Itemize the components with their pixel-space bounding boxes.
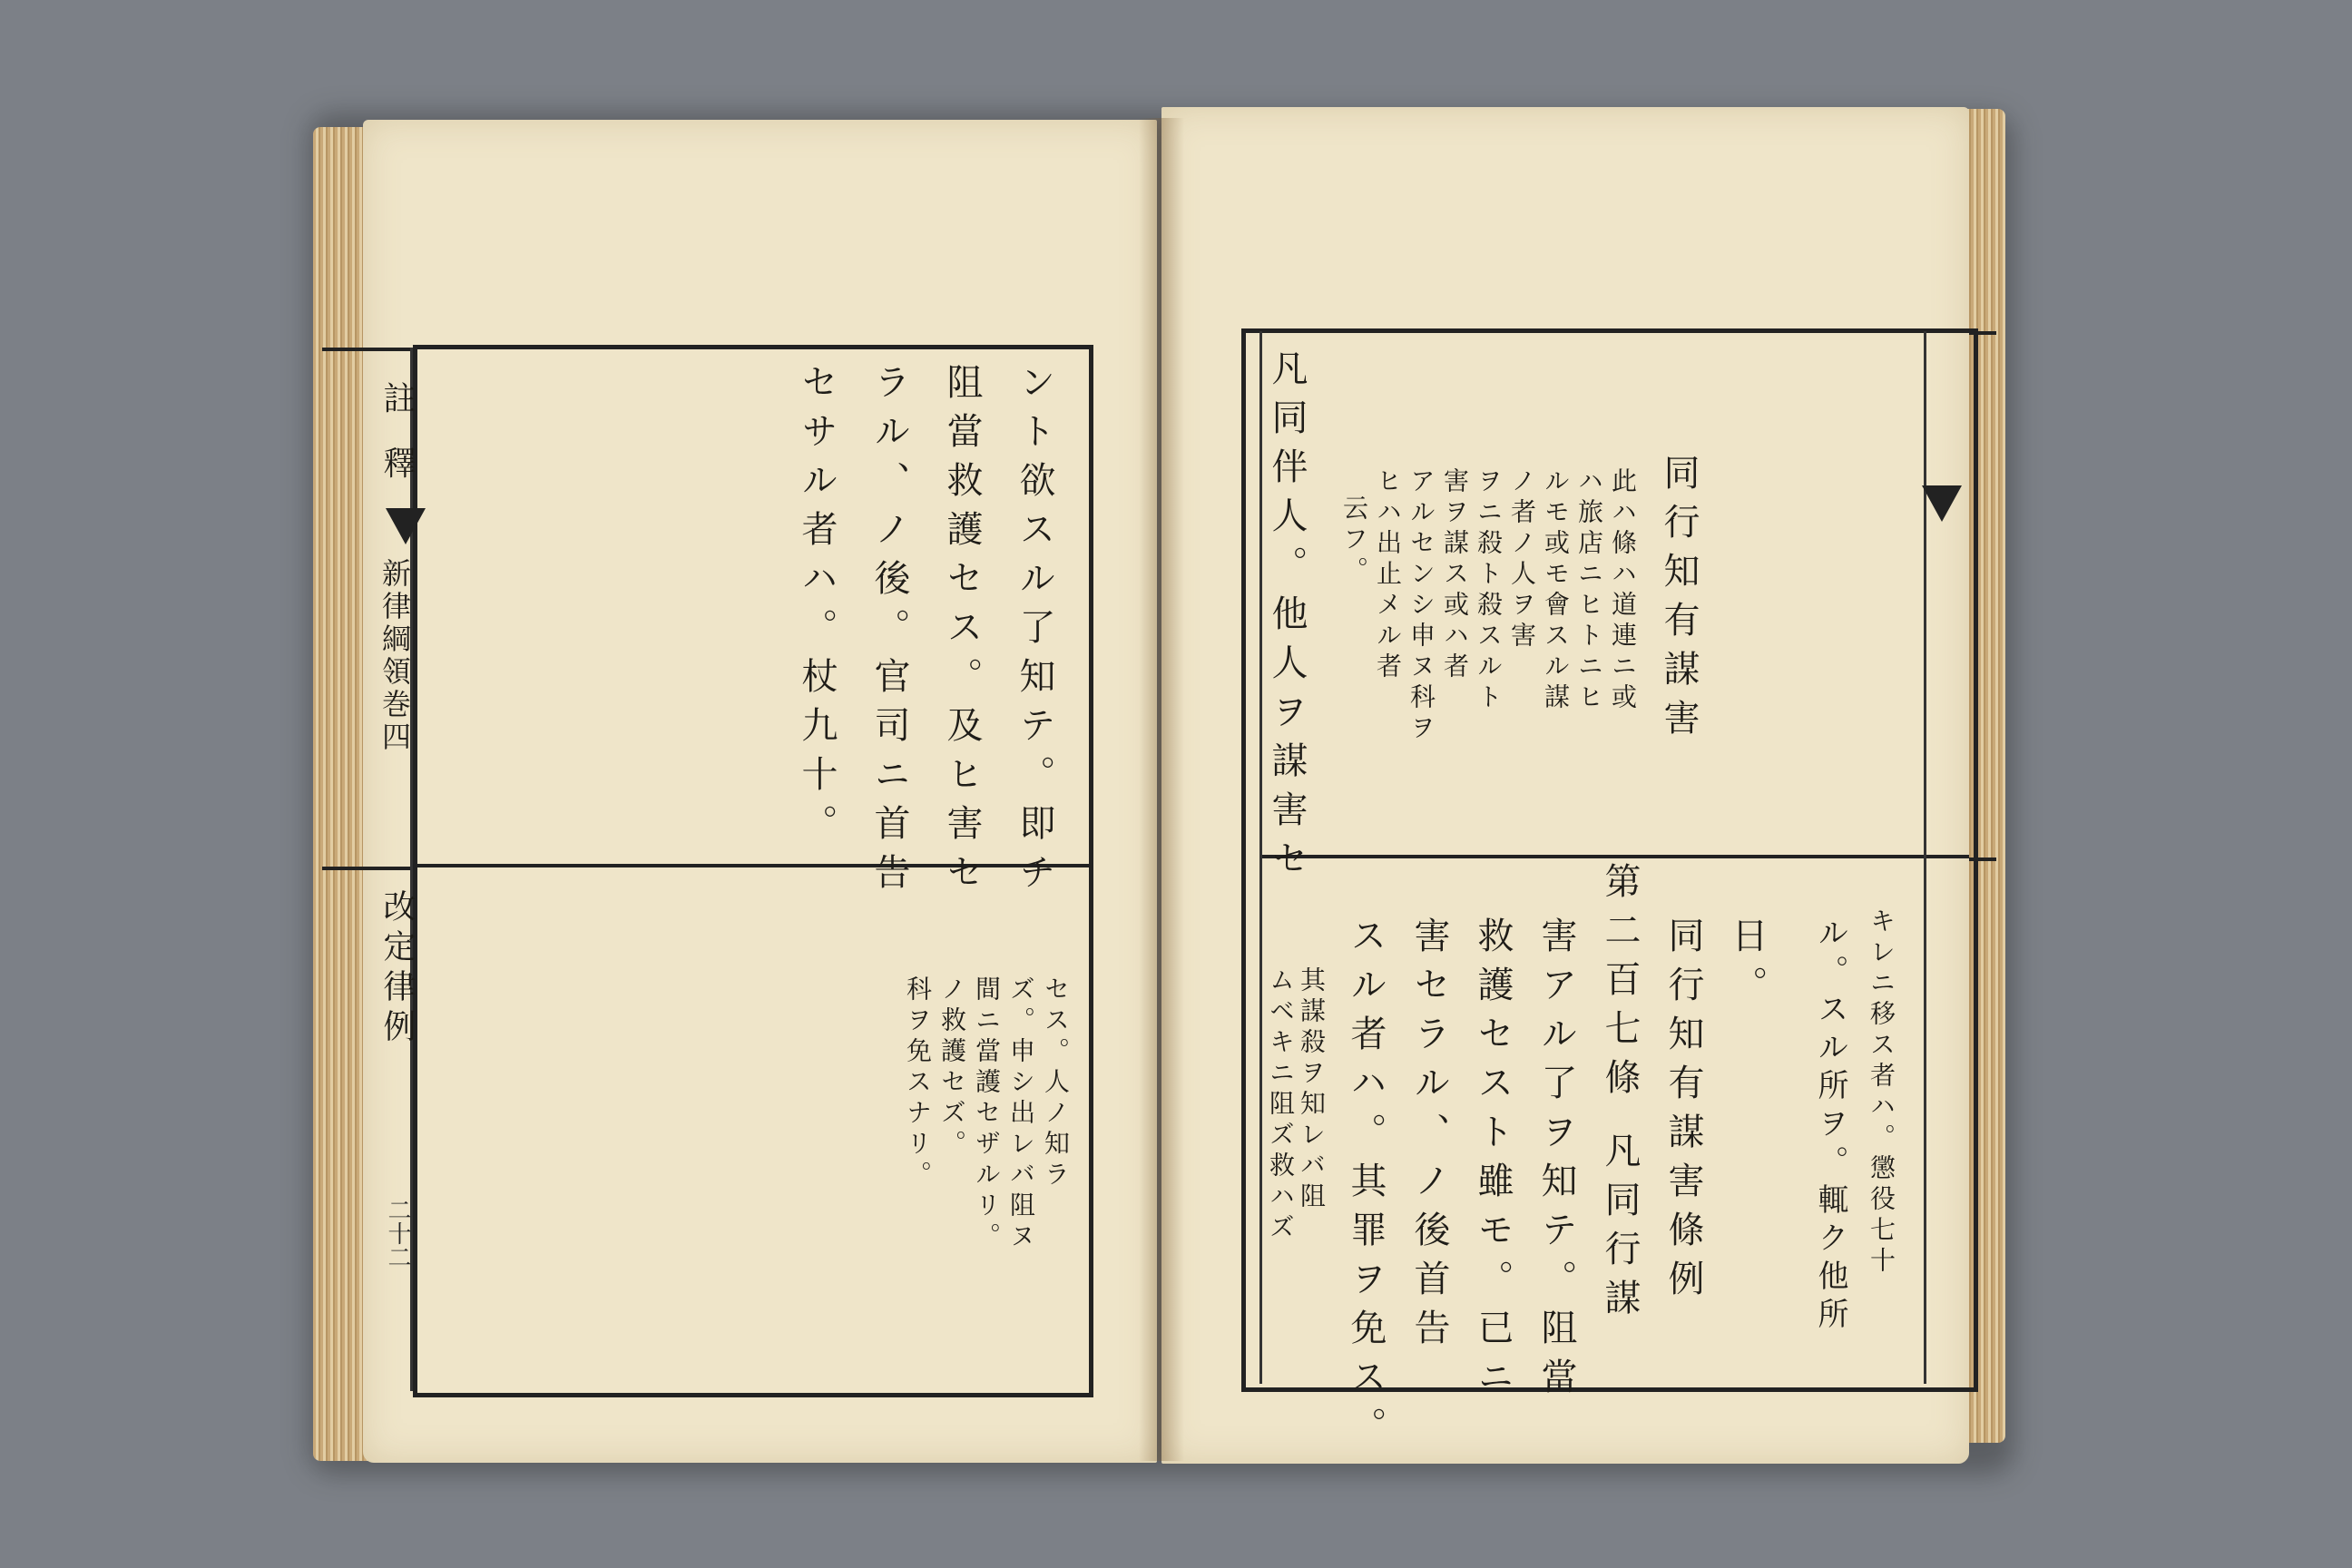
right-lower-col-3: 日。 bbox=[1726, 916, 1768, 1014]
left-frame-extension bbox=[322, 348, 413, 351]
left-divider-extension bbox=[322, 867, 413, 870]
article-207-col-5: スル者ハ。其罪ヲ免ス。 bbox=[1345, 916, 1387, 1455]
right-lower-col-1: キレニ移ス者ハ。懲役七十 bbox=[1867, 907, 1896, 1278]
article-207-col-3: 救護セスト雖モ。已ニ bbox=[1472, 916, 1514, 1406]
right-inner-rule bbox=[1259, 331, 1262, 1384]
right-upper-note-6: 害ヲ謀ス或ハ者 bbox=[1440, 467, 1470, 683]
left-lower-col-1: セス。人ノ知ラ bbox=[1041, 975, 1071, 1191]
left-lower-col-4: ノ救護セズ。 bbox=[937, 975, 967, 1161]
right-upper-note-5: ヲニ殺ト殺スルト bbox=[1474, 467, 1504, 714]
fish-tail-mark-right bbox=[1922, 485, 1962, 522]
left-upper-col-1: ント欲スル了知テ。即チ bbox=[1014, 363, 1055, 902]
article-207-note-1: 其謀殺ヲ知レバ阻 bbox=[1297, 966, 1327, 1213]
right-upper-col-main: 凡同伴人。他人ヲ謀害セ bbox=[1266, 349, 1308, 888]
left-upper-col-4: セサル者ハ。杖九十。 bbox=[796, 363, 838, 853]
article-207-col-2: 害アル了ヲ知テ。阻當 bbox=[1535, 916, 1577, 1406]
left-lower-col-2: ズ。申シ出レバ阻ヌ bbox=[1006, 975, 1036, 1253]
article-207-col-1: 第二百七條 凡同行謀 bbox=[1599, 862, 1641, 1328]
left-section-divider bbox=[413, 864, 1089, 867]
right-upper-note-9: 云フ。 bbox=[1339, 495, 1369, 587]
article-207-note-2: ムベキニ阻ズ救ハズ bbox=[1266, 966, 1296, 1244]
left-lower-col-3: 間ニ當護セザルリ。 bbox=[972, 975, 1002, 1253]
article-207-col-4: 害セラル、ノ後首告 bbox=[1408, 916, 1450, 1357]
right-upper-heading: 同行知有謀害 bbox=[1658, 454, 1700, 748]
right-upper-note-8: ヒハ出止メル者 bbox=[1373, 467, 1403, 683]
section-title: 改定律例 bbox=[378, 889, 416, 1049]
left-upper-col-3: ラル、ノ後。官司ニ首告 bbox=[868, 363, 910, 902]
right-upper-note-4: ノ者ノ人ヲ害 bbox=[1507, 467, 1537, 652]
right-section-divider bbox=[1261, 855, 1969, 858]
right-lower-col-2: ル。スル所ヲ。輒ク他所 bbox=[1812, 916, 1848, 1336]
right-upper-note-7: アルセンシ申ヌ科ヲ bbox=[1406, 467, 1436, 745]
article-heading: 同行知有謀害條例 bbox=[1662, 916, 1704, 1308]
right-upper-note-3: ルモ或モ會スル謀 bbox=[1541, 467, 1571, 714]
margin-note-label: 註 釋 bbox=[378, 381, 416, 490]
left-lower-col-5: 科ヲ免スナリ。 bbox=[903, 975, 933, 1191]
fish-tail-mark-left bbox=[386, 508, 426, 544]
page-number: 二十二 bbox=[384, 1198, 411, 1269]
left-upper-col-2: 阻當救護セス。及ヒ害セ bbox=[941, 363, 983, 902]
book-gutter bbox=[1139, 118, 1184, 1461]
right-divider-extension bbox=[1969, 858, 1996, 861]
right-upper-note-2: ハ旅店ニヒトニヒ bbox=[1574, 467, 1604, 714]
right-upper-note-1: 此ハ條ハ道連ニ或 bbox=[1608, 467, 1638, 714]
right-frame-extension bbox=[1969, 331, 1996, 335]
book-title: 新律綱領巻四 bbox=[377, 558, 412, 754]
